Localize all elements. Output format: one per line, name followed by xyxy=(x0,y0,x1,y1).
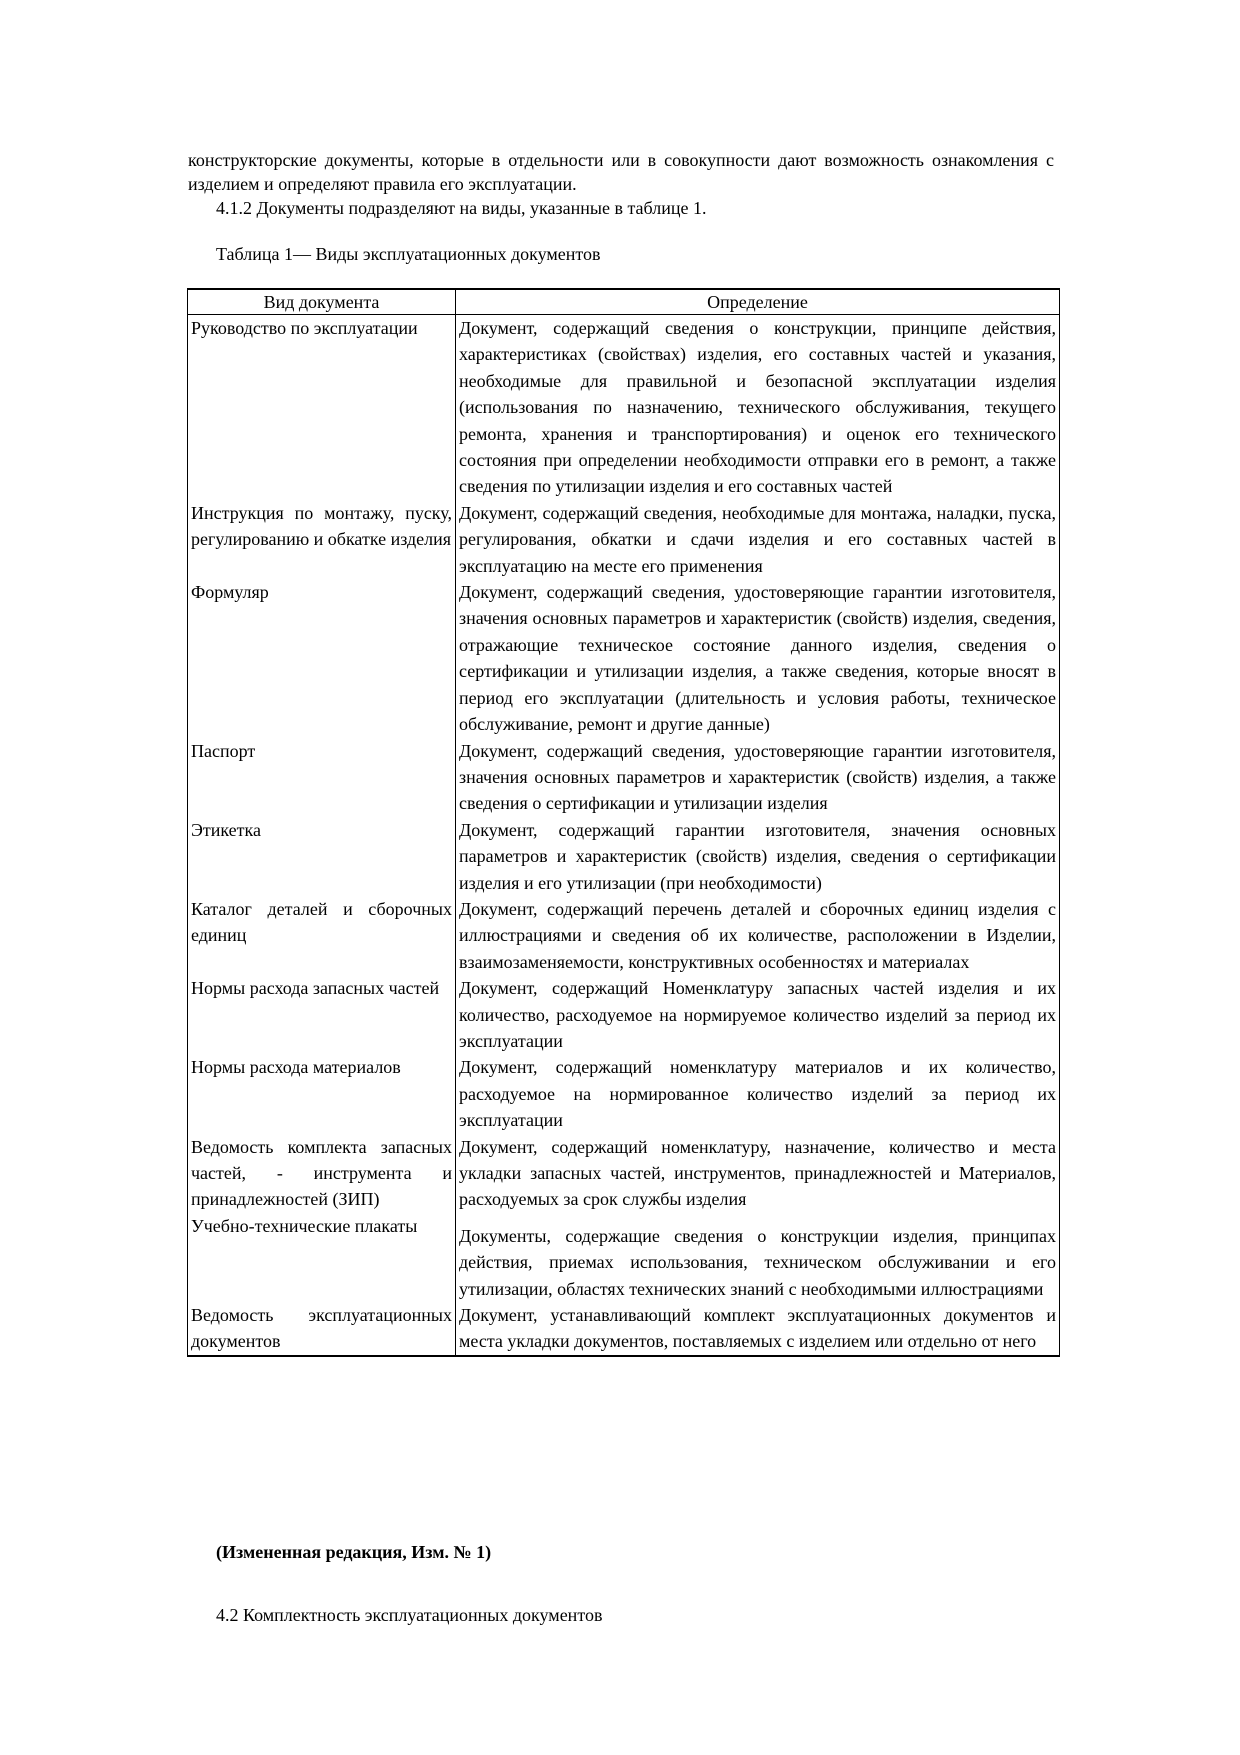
document-type-cell: Каталог деталей и сборочных единиц xyxy=(188,896,456,975)
table-row xyxy=(188,975,1060,1054)
table-row xyxy=(188,1054,1060,1133)
document-type-cell: Формуляр xyxy=(188,579,456,737)
definition-cell: Документ, содержащий сведения, удостоверяющие гарантии изготовителя, значения основных параметров и характеристик (свойств) изделия, сведения, отражающие техническое состояние данного изделия, сведения о сертификации и утилизации изделия, а также сведения, которые вносят в период его эксплуатации (длительность и условия работы, техническое обслуживание, ремонт и другие данные) xyxy=(456,579,1060,737)
definition-cell: Документ, содержащий номенклатуру, назначение, количество и места укладки запасных частей, инструментов, принадлежностей и Материалов, расходуемых за срок службы изделия xyxy=(456,1134,1060,1213)
section-heading: 4.2 Комплектность эксплуатационных документов xyxy=(216,1605,603,1625)
document-type-cell: Ведомость эксплуатационных документов xyxy=(188,1302,456,1356)
definition-cell: Документ, устанавливающий комплект эксплуатационных документов и места укладки документов, поставляемых с изделием или отдельно от него xyxy=(456,1302,1060,1356)
intro-paragraph-2: 4.1.2 Документы подразделяют на виды, указанные в таблице 1. xyxy=(216,198,707,218)
table-row xyxy=(188,500,1060,579)
document-type-cell: Ведомость комплекта запасных частей, - инструмента и принадлежностей (ЗИП) xyxy=(188,1134,456,1213)
definition-cell: Документ, содержащий Номенклатуру запасных частей изделия и их количество, расходуемое на нормируемое количество изделий за период их эксплуатации xyxy=(456,975,1060,1054)
document-types-table xyxy=(187,288,1060,1357)
table-row xyxy=(188,1134,1060,1213)
document-type-cell: Нормы расхода запасных частей xyxy=(188,975,456,1054)
definition-cell: Документ, содержащий сведения, удостоверяющие гарантии изготовителя, значения основных параметров и характеристик (свойств) изделия, а также сведения о сертификации и утилизации изделия xyxy=(456,738,1060,817)
document-type-cell: Учебно-технические плакаты xyxy=(188,1213,456,1302)
document-type-cell: Нормы расхода материалов xyxy=(188,1054,456,1133)
definition-cell: Документ, содержащий гарантии изготовителя, значения основных параметров и характеристик (свойств) изделия, сведения о сертификации изделия и его утилизации (при необходимости) xyxy=(456,817,1060,896)
definition-cell: Документ, содержащий номенклатуру материалов и их количество, расходуемое на нормированное количество изделий за период их эксплуатации xyxy=(456,1054,1060,1133)
document-type-cell: Инструкция по монтажу, пуску, регулированию и обкатке изделия xyxy=(188,500,456,579)
table-row xyxy=(188,579,1060,737)
definition-cell: Документ, содержащий сведения, необходимые для монтажа, наладки, пуска, регулирования, обкатки и сдачи изделия и его составных частей в эксплуатацию на месте его применения xyxy=(456,500,1060,579)
table-caption: Таблица 1— Виды эксплуатационных документов xyxy=(216,244,601,264)
document-type-cell: Этикетка xyxy=(188,817,456,896)
definition-cell: Документ, содержащий перечень деталей и сборочных единиц изделия с иллюстрациями и сведения об их количестве, расположении в Изделии, взаимозаменяемости, конструктивных особенностях и материалах xyxy=(456,896,1060,975)
header-type: Вид документа xyxy=(188,289,456,315)
table-row xyxy=(188,817,1060,896)
table-row xyxy=(188,315,1060,500)
document-type-cell: Паспорт xyxy=(188,738,456,817)
definition-cell: Документы, содержащие сведения о конструкции изделия, принципах действия, приемах использования, техническом обслуживании и его утилизации, областях технических знаний с необходимыми иллюстрациями xyxy=(456,1213,1060,1302)
table-row xyxy=(188,896,1060,975)
document-type-cell: Руководство по эксплуатации xyxy=(188,315,456,500)
table-header-row xyxy=(188,289,1060,315)
header-definition: Определение xyxy=(456,289,1060,315)
definition-cell: Документ, содержащий сведения о конструкции, принципе действия, характеристиках (свойствах) изделия, его составных частей и указания, необходимые для правильной и безопасной эксплуатации изделия (использования по назначению, технического обслуживания, текущего ремонта, хранения и транспортирования) и оценок его технического состояния при определении необходимости отправки его в ремонт, а также сведения по утилизации изделия и его составных частей xyxy=(456,315,1060,500)
table-row xyxy=(188,1302,1060,1356)
amendment-note: (Измененная редакция, Изм. № 1) xyxy=(216,1542,492,1562)
table-row xyxy=(188,1213,1060,1302)
table-row xyxy=(188,738,1060,817)
intro-paragraph: конструкторские документы, которые в отдельности или в совокупности дают возможность ознакомления с изделием и определяют правила его эксплуатации. xyxy=(188,150,1054,194)
